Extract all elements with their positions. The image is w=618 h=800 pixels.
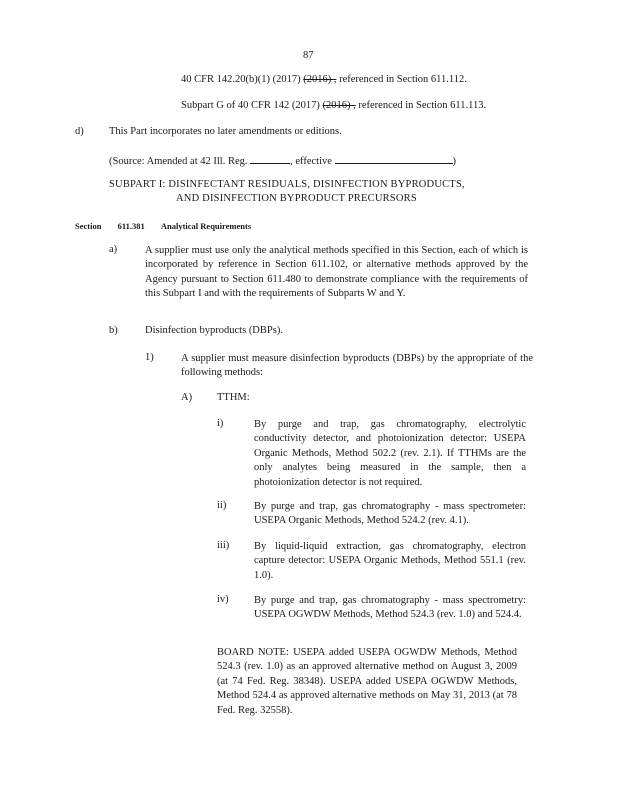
source-open: (Source: Amended at 42 Ill. Reg. bbox=[109, 156, 248, 167]
item-text: Disinfection byproducts (DBPs). bbox=[145, 325, 283, 336]
item-text: TTHM: bbox=[217, 392, 250, 403]
source-close: ) bbox=[452, 156, 457, 167]
item-text: A supplier must measure disinfection byproducts (DBPs) by the appropriate of the following methods: bbox=[181, 353, 533, 379]
reference-line-1 bbox=[181, 74, 467, 85]
method-label: iii) bbox=[217, 540, 230, 551]
page-number: 87 bbox=[303, 50, 314, 61]
subpart-heading-line-1: SUBPART I: DISINFECTANT RESIDUALS, DISINFECTION BYPRODUCTS, bbox=[109, 179, 465, 190]
board-note: BOARD NOTE: USEPA added USEPA OGWDW Methods, Method 524.3 (rev. 1.0) as an approved alternative method on August 3, 2009 (at 74 Fed. Reg. 38348). USEPA added USEPA OGWDW Methods, Method 524.4 as approved alternative methods on May 31, 2013 (at 78 Fed. Reg. 32558). bbox=[217, 647, 517, 716]
section-label: Section bbox=[75, 221, 102, 231]
item-label: A) bbox=[181, 392, 193, 403]
reference-text: referenced in Section 611.113. bbox=[358, 100, 487, 111]
method-text: By purge and trap, gas chromatography - mass spectrometer: USEPA Organic Methods, Method 524.2 (rev. 4.1). bbox=[254, 501, 526, 527]
item-label: a) bbox=[109, 244, 118, 255]
method-label: iv) bbox=[217, 594, 229, 605]
effective-date-blank bbox=[335, 153, 453, 164]
reference-text: referenced in Section 611.112. bbox=[339, 74, 467, 85]
reference-line-2 bbox=[181, 100, 486, 111]
method-text: By purge and trap, gas chromatography, electrolytic conductivity detector, and photoionization detector: USEPA Organic Methods, Method 502.2 (rev. 2.1). If TTHMs are the only analytes being measured in the sample, then a photoionization detector is not required. bbox=[254, 419, 526, 488]
method-label: i) bbox=[217, 418, 224, 429]
method-text: By liquid-liquid extraction, gas chromatography, electron capture detector: USEPA Organic Methods, Method 551.1 (rev. 1.0). bbox=[254, 541, 526, 581]
subpart-heading-line-2: AND DISINFECTION BYPRODUCT PRECURSORS bbox=[176, 193, 417, 204]
item-text: A supplier must use only the analytical methods specified in this Section, each of which is incorporated by reference in Section 611.102, or alternative methods approved by the Agency pursuant to Section 611.480 to demonstrate compliance with the requirements of this Subpart I and with the requirements of Subparts W and Y. bbox=[145, 245, 528, 300]
section-title: Analytical Requirements bbox=[160, 221, 252, 231]
struck-text: (2016) , bbox=[322, 100, 356, 111]
section-number: 611.381 bbox=[117, 221, 145, 231]
method-text: By purge and trap, gas chromatography - mass spectrometry: USEPA OGWDW Methods, Method 524.3 (rev. 1.0) and 524.4. bbox=[254, 595, 526, 621]
item-text: This Part incorporates no later amendments or editions. bbox=[109, 126, 342, 137]
reference-text: Subpart G of 40 CFR 142 (2017) bbox=[181, 100, 320, 111]
item-label: d) bbox=[75, 126, 84, 137]
item-label: b) bbox=[109, 325, 118, 336]
item-label: 1) bbox=[145, 352, 154, 363]
method-label: ii) bbox=[217, 500, 227, 511]
struck-text: (2016) , bbox=[303, 74, 337, 85]
reference-text: 40 CFR 142.20(b)(1) (2017) bbox=[181, 74, 301, 85]
register-blank bbox=[250, 153, 290, 164]
source-mid: , effective bbox=[290, 156, 332, 167]
section-heading bbox=[75, 221, 251, 231]
source-note bbox=[109, 153, 456, 167]
